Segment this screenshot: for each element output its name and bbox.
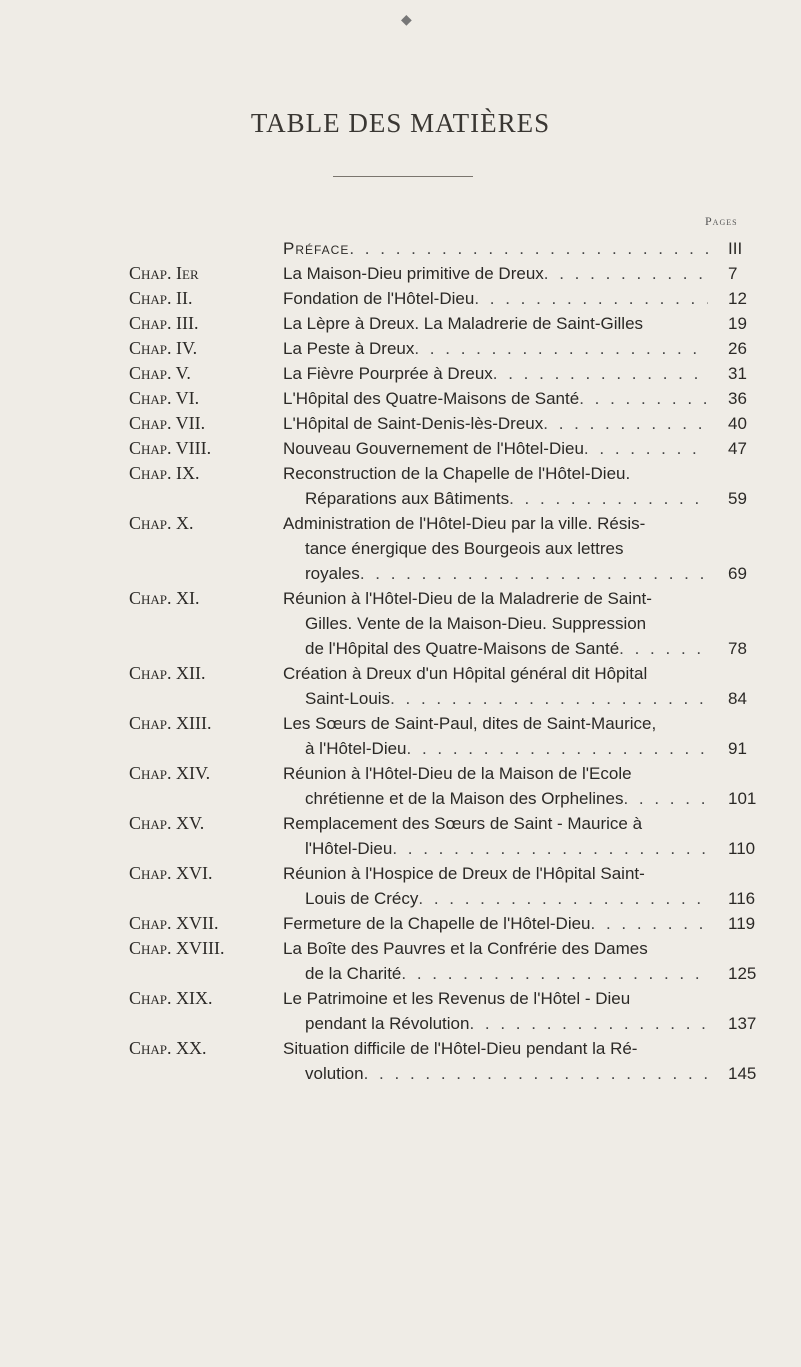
chapter-number: Chap. XVI. [129, 863, 213, 883]
entry-title-line: tance énergique des Bourgeois aux lettres [305, 539, 624, 558]
toc-entry [0, 311, 801, 336]
chapter-number: Chap. II. [129, 288, 193, 308]
entry-title-line: pendant la Révolution [305, 1014, 470, 1033]
toc-entry [0, 986, 801, 1036]
title-divider [333, 176, 473, 177]
page-number: 12 [728, 289, 747, 308]
dot-leader [493, 361, 708, 386]
table-of-contents [0, 236, 801, 1086]
dot-leader [584, 436, 708, 461]
chapter-number: Chap. XIX. [129, 988, 213, 1008]
dot-leader [390, 686, 708, 711]
page-number: 59 [728, 489, 747, 508]
dot-leader [623, 786, 708, 811]
toc-entry [0, 811, 801, 861]
chapter-number: Chap. XIV. [129, 763, 211, 783]
dot-leader [401, 961, 708, 986]
entry-title-line: La Boîte des Pauvres et la Confrérie des Dames [283, 939, 648, 958]
entry-title-line: volution [305, 1064, 364, 1083]
page-number: 26 [728, 339, 747, 358]
chapter-number: Chap. IV. [129, 338, 198, 358]
entry-title-line: Les Sœurs de Saint-Paul, dites de Saint-Maurice, [283, 714, 657, 733]
chapter-number: Chap. Ier [129, 263, 199, 283]
toc-entry [0, 236, 801, 261]
dot-leader [418, 886, 708, 911]
dot-leader [364, 1061, 708, 1086]
toc-entry [0, 586, 801, 661]
page-number: 31 [728, 364, 747, 383]
entry-title-line: de l'Hôpital des Quatre-Maisons de Santé [305, 639, 620, 658]
toc-entry [0, 361, 801, 386]
entry-title-line: Création à Dreux d'un Hôpital général dit Hôpital [283, 664, 648, 683]
dot-leader [349, 236, 708, 261]
entry-title-line: La Maison-Dieu primitive de Dreux [283, 264, 544, 283]
dot-leader [407, 736, 708, 761]
entry-title-line: à l'Hôtel-Dieu [305, 739, 407, 758]
chapter-number: Chap. X. [129, 513, 194, 533]
toc-entry [0, 336, 801, 361]
entry-title-line: chrétienne et de la Maison des Orphelines [305, 789, 624, 808]
entry-title-line: Fondation de l'Hôtel-Dieu [283, 289, 475, 308]
page-number: 119 [728, 914, 756, 933]
entry-title-line: Réunion à l'Hospice de Dreux de l'Hôpital Saint- [283, 864, 645, 883]
page-number: 78 [728, 639, 747, 658]
chapter-number: Chap. XX. [129, 1038, 207, 1058]
toc-entry [0, 436, 801, 461]
entry-title-line: Fermeture de la Chapelle de l'Hôtel-Dieu [283, 914, 591, 933]
chapter-number: Chap. XI. [129, 588, 200, 608]
entry-title-line: Gilles. Vente de la Maison-Dieu. Suppression [305, 614, 647, 633]
dot-leader [392, 836, 708, 861]
dot-leader [544, 261, 708, 286]
entry-title-line: La Peste à Dreux [283, 339, 415, 358]
toc-entry [0, 761, 801, 811]
dot-leader [469, 1011, 708, 1036]
entry-title-line: Réparations aux Bâtiments [305, 489, 510, 508]
page-number: 40 [728, 414, 747, 433]
dot-leader [414, 336, 708, 361]
toc-entry [0, 411, 801, 436]
chapter-number: Chap. XV. [129, 813, 205, 833]
entry-title-line: royales [305, 564, 360, 583]
page-title: TABLE DES MATIÈRES [250, 108, 551, 138]
entry-title-line: Reconstruction de la Chapelle de l'Hôtel-Dieu. [283, 464, 631, 483]
dot-leader [360, 561, 708, 586]
entry-title-line: La Fièvre Pourprée à Dreux [283, 364, 493, 383]
dot-leader [474, 286, 708, 311]
chapter-number: Chap. VIII. [129, 438, 212, 458]
chapter-number: Chap. V. [129, 363, 191, 383]
entry-title-line: Saint-Louis [305, 689, 391, 708]
page-number: 110 [728, 839, 756, 858]
entry-title-line: Préface [283, 239, 350, 258]
dot-leader [509, 486, 708, 511]
entry-title-line: Réunion à l'Hôtel-Dieu de la Maison de l'Ecole [283, 764, 632, 783]
dot-leader [619, 636, 708, 661]
chapter-number: Chap. XVII. [129, 913, 219, 933]
page-number: 69 [728, 564, 747, 583]
chapter-number: Chap. XVIII. [129, 938, 225, 958]
toc-entry [0, 1036, 801, 1086]
toc-entry [0, 861, 801, 911]
entry-title-line: L'Hôpital des Quatre-Maisons de Santé [283, 389, 580, 408]
pages-column-label: Pages [705, 214, 738, 228]
toc-entry [0, 386, 801, 411]
page-number: III [728, 239, 743, 258]
entry-title-line: Le Patrimoine et les Revenus de l'Hôtel - Dieu [283, 989, 631, 1008]
ink-speck-mark: ◆ [401, 13, 412, 28]
dot-leader [543, 411, 708, 436]
toc-entry [0, 661, 801, 711]
page-number: 47 [728, 439, 747, 458]
toc-entry [0, 286, 801, 311]
entry-title-line: de la Charité [305, 964, 402, 983]
chapter-number: Chap. IX. [129, 463, 200, 483]
entry-title-line: Louis de Crécy [305, 889, 419, 908]
dot-leader [579, 386, 708, 411]
toc-entry [0, 911, 801, 936]
page-number: 116 [728, 889, 756, 908]
page-number: 137 [728, 1014, 757, 1033]
page-number: 91 [728, 739, 747, 758]
dot-leader [591, 911, 708, 936]
page-number: 84 [728, 689, 747, 708]
page-number: 19 [728, 314, 747, 333]
entry-title-line: La Lèpre à Dreux. La Maladrerie de Saint-Gilles [283, 314, 644, 333]
page-number: 36 [728, 389, 747, 408]
chapter-number: Chap. VII. [129, 413, 206, 433]
entry-title-line: Administration de l'Hôtel-Dieu par la ville. Résis- [283, 514, 646, 533]
toc-entry [0, 936, 801, 986]
toc-entry [0, 711, 801, 761]
chapter-number: Chap. III. [129, 313, 199, 333]
chapter-number: Chap. XII. [129, 663, 206, 683]
entry-title-line: Remplacement des Sœurs de Saint - Maurice à [283, 814, 643, 833]
page-number: 101 [728, 789, 757, 808]
entry-title-line: Réunion à l'Hôtel-Dieu de la Maladrerie de Saint- [283, 589, 652, 608]
entry-title-line: l'Hôtel-Dieu [305, 839, 393, 858]
page-number: 125 [728, 964, 757, 983]
toc-entry [0, 511, 801, 586]
chapter-number: Chap. VI. [129, 388, 200, 408]
toc-entry [0, 461, 801, 511]
chapter-number: Chap. XIII. [129, 713, 212, 733]
entry-title-line: L'Hôpital de Saint-Denis-lès-Dreux [283, 414, 544, 433]
entry-title-line: Nouveau Gouvernement de l'Hôtel-Dieu [283, 439, 584, 458]
page-number: 7 [728, 264, 738, 283]
entry-title-line: Situation difficile de l'Hôtel-Dieu pendant la Ré- [283, 1039, 638, 1058]
page-number: 145 [728, 1064, 757, 1083]
toc-entry [0, 261, 801, 286]
